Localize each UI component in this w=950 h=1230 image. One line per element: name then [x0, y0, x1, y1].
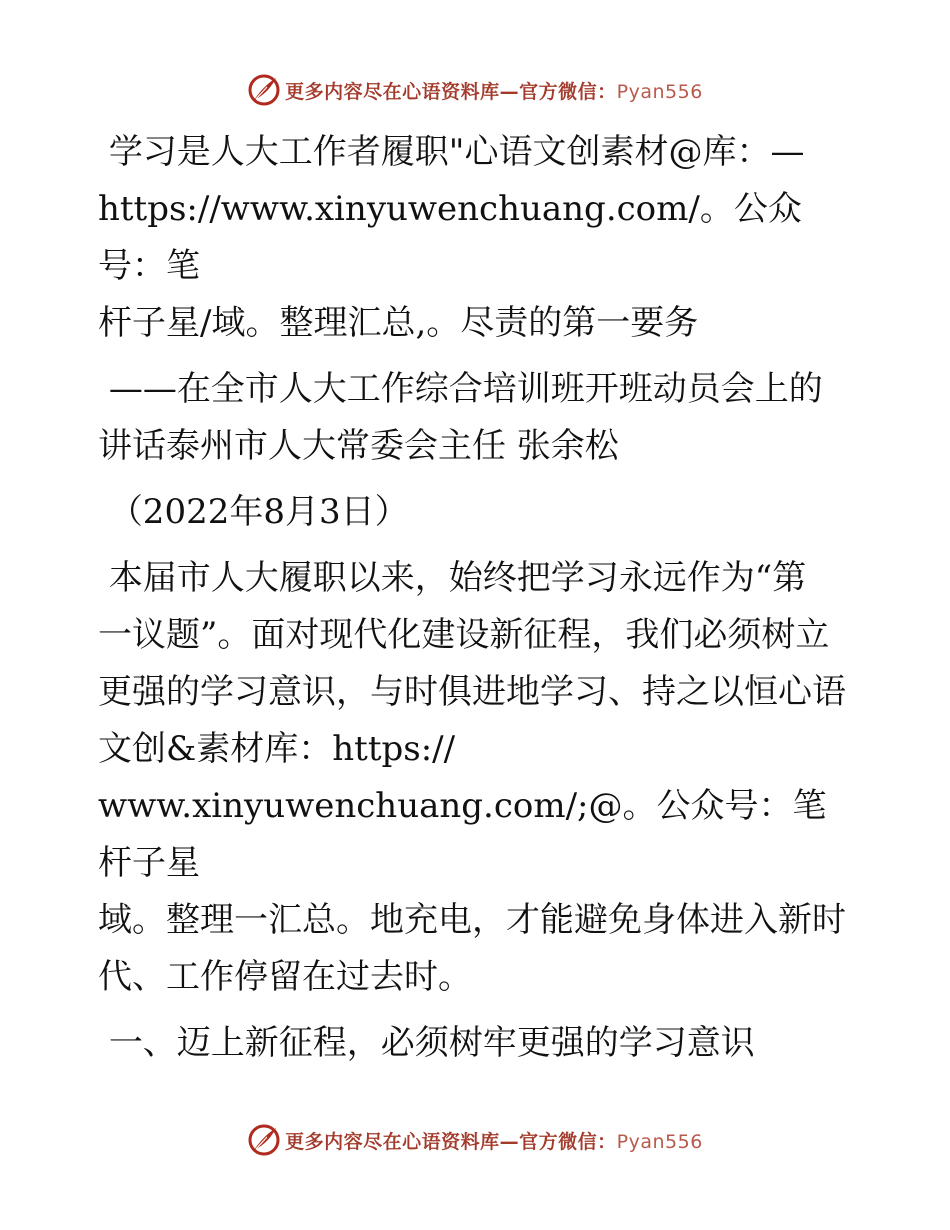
- header-banner-text: 更多内容尽在心语资料库—官方微信：Pyan556: [285, 80, 703, 103]
- body-line: 一议题”。面对现代化建设新征程，我们必须树立: [98, 615, 830, 655]
- title-line: 学习是人大工作者履职"心语文创素材@库：—: [98, 132, 805, 172]
- body-line: 文创&素材库：https://: [98, 729, 456, 769]
- subtitle-line: ——在全市人大工作综合培训班开班动员会上的: [98, 369, 823, 409]
- subtitle-line: 讲话泰州市人大常委会主任 张余松: [98, 426, 619, 466]
- document-subtitle: [98, 361, 858, 475]
- body-line: 域。整理一汇总。地充电，才能避免身体进入新时: [98, 900, 846, 940]
- date-line: （2022年8月3日）: [98, 492, 409, 532]
- document-body: [98, 124, 858, 1072]
- section-heading: 一、迈上新征程，必须树牢更强的学习意识: [98, 1023, 755, 1063]
- wechat-id: Pyan556: [616, 80, 703, 103]
- body-line: 更强的学习意识，与时俱进地学习、持之以恒心语: [98, 672, 846, 712]
- body-line: 代、工作停留在过去时。: [98, 957, 472, 997]
- footer-banner-text: 更多内容尽在心语资料库—官方微信：Pyan556: [285, 1130, 703, 1153]
- red-feather-quill-logo-icon: [247, 1123, 281, 1157]
- title-line: https://www.xinyuwenchuang.com/。公众号：笔: [98, 189, 802, 286]
- body-line: 本届市人大履职以来，始终把学习永远作为“第: [98, 558, 807, 598]
- header-banner: [0, 70, 950, 110]
- red-feather-quill-logo-icon: [247, 73, 281, 107]
- title-line: 杆子星/域。整理汇总,。尽责的第一要务: [98, 303, 699, 343]
- body-line: www.xinyuwenchuang.com/;@。公众号：笔杆子星: [98, 786, 827, 883]
- footer-banner: [0, 1120, 950, 1160]
- wechat-id: Pyan556: [616, 1130, 703, 1153]
- document-title: [98, 124, 858, 352]
- body-paragraph: [98, 550, 858, 1006]
